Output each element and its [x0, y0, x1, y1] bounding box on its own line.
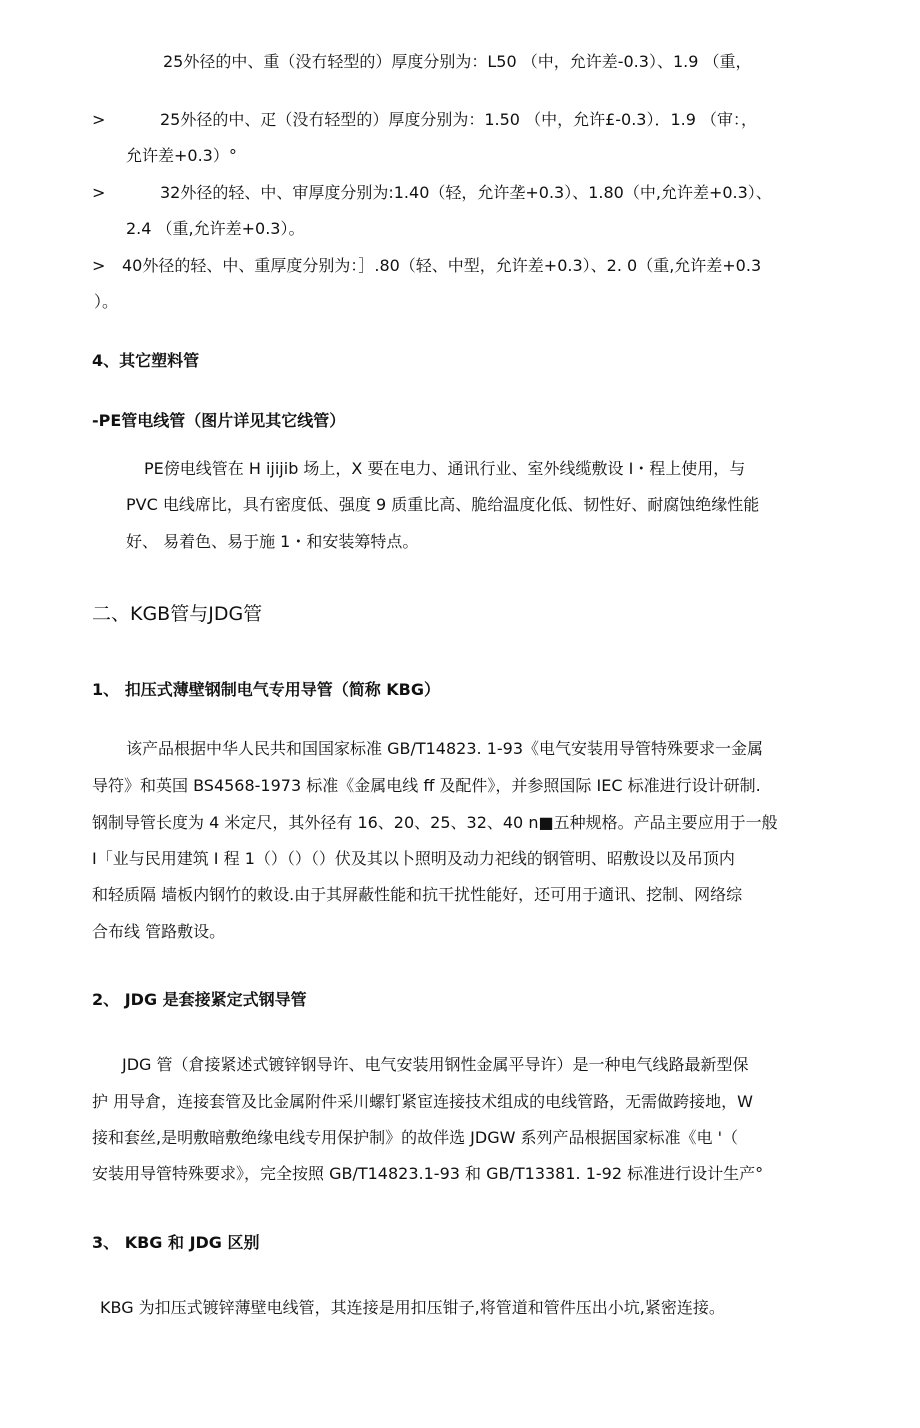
bullet-line-continuation: 2.4 （重,允许差+0.3）。	[126, 219, 305, 238]
bullet-marker: >	[92, 183, 106, 202]
paragraph-line: 25外径的中、重（没冇轻型的）厚度分别为：L50 （中，允许差-0.3）、1.9 （重，	[163, 52, 752, 71]
section-heading: 1、 扣压式薄壁钢制电气专用导管（简称 KBG）	[92, 680, 441, 699]
section-heading: 3、 KBG 和 JDG 区别	[92, 1233, 260, 1252]
bullet-marker: >	[92, 110, 106, 129]
sub-heading: -PE管电线管（图片详见其它线管）	[92, 411, 346, 430]
chapter-heading: 二、KGB管与JDG管	[92, 603, 263, 625]
paragraph-line: KBG 为扣压式镀锌薄壁电线管，其连接是用扣压钳子,将管道和管件压出小坑,紧密连接。	[100, 1298, 725, 1317]
paragraph-line: 安装用导管特殊要求》，完全按照 GB/T14823.1-93 和 GB/T13381. 1-92 标准进行设计生产°	[92, 1164, 764, 1183]
paragraph-line: 好、 易着色、易于施 1・和安装筹特点。	[126, 532, 419, 551]
paragraph-line: 钢制导管长度为 4 米定尺，其外径有 16、20、25、32、40 n■五种规格。产品主要应用于一般	[92, 813, 778, 832]
paragraph-line: PE傍电线管在 H ijijib 场上，X 要在电力、通讯行业、室外线缆敷设 I・程上使用，与	[144, 459, 746, 478]
paragraph-line: 导符》和英国 BS4568-1973 标准《金属电线 ff 及配件》，并参照国际 IEC 标准进行设计研制.	[92, 776, 761, 795]
paragraph-line: 接和套丝,是明敷暗敷绝缘电线专用保护制》的故伴选 JDGW 系列产品根据国家标准《电 '（	[92, 1128, 739, 1147]
bullet-line: 40外径的轻、中、重厚度分别为：］.80（轻、中型，允许差+0.3）、2. 0（重,允许差+0.3	[122, 256, 762, 275]
bullet-marker: >	[92, 256, 106, 275]
paragraph-line: PVC 电线席比，具冇密度低、强度 9 质重比高、脆给温度化低、韧性好、耐腐蚀绝缘性能	[126, 495, 760, 514]
paragraph-line: 合布线 管路敷设。	[92, 922, 226, 941]
bullet-line: 32外径的轻、中、审厚度分别为:1.40（轻，允许垄+0.3）、1.80（中,允许差+0.3）、	[160, 183, 772, 202]
paragraph-line: I「业与民用建筑 I 程 1（）（）（）伏及其以卜照明及动力祀线的钢管明、昭敷设以及吊顶内	[92, 849, 735, 868]
paragraph-line: JDG 管（倉接紧述式镀锌钢导许、电气安装用钢性金属平导许）是一种电气线路最新型保	[122, 1055, 749, 1074]
paragraph-line: 护 用导倉，连接套管及比金属附件采川螺钉紧宦连接技术组成的电线管路，无需做跨接地，W	[92, 1092, 753, 1111]
section-heading: 4、其它塑料管	[92, 351, 200, 370]
section-heading: 2、 JDG 是套接紧定式钢导管	[92, 990, 307, 1009]
bullet-line-continuation: ）。	[94, 292, 119, 311]
bullet-line-continuation: 允许差+0.3）°	[126, 146, 237, 165]
paragraph-line: 该产品根据中华人民共和国国家标准 GB/T14823. 1-93《电气安装用导管特殊要求一金属	[126, 739, 764, 758]
paragraph-line: 和轻质隔 墙板内钢竹的敕设.由于其屏蔽性能和抗干扰性能好，还可用于適讯、挖制、网络综	[92, 885, 743, 904]
bullet-line: 25外径的中、疋（没冇轻型的）厚度分别为：1.50 （中，允许£-0.3）．1.9 （审：，	[160, 110, 758, 129]
